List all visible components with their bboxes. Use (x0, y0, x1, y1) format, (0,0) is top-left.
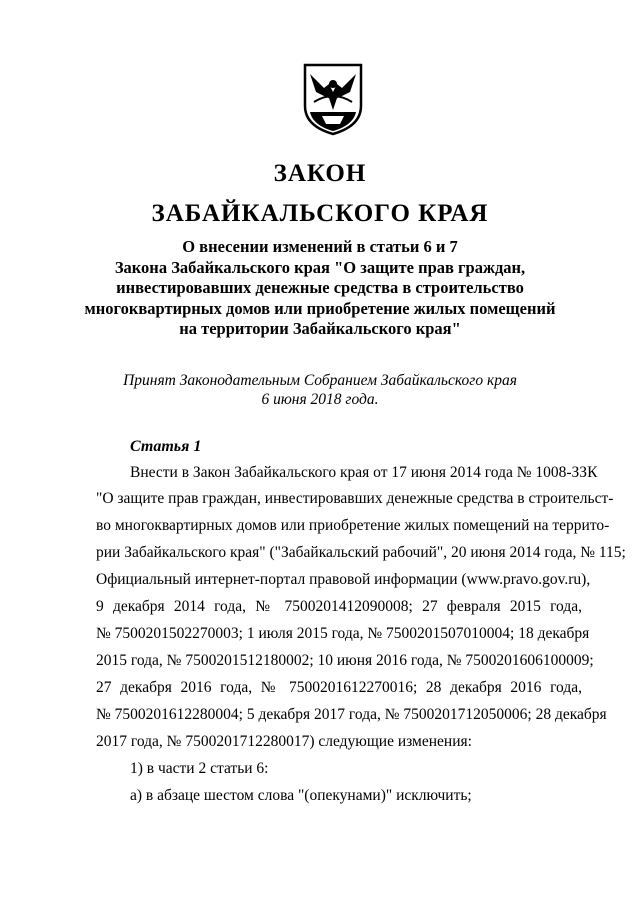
law-subtitle (60, 237, 580, 340)
coat-of-arms-icon (302, 62, 364, 136)
subtitle-line: на территории Забайкальского края" (179, 319, 461, 338)
subtitle-line: многоквартирных домов или приобретение жилых помещений (84, 298, 556, 318)
body-line: Внести в Закон Забайкальского края от 17 июня 2014 года № 1008-ЗЗК (130, 464, 598, 481)
law-title: ЗАКОН (273, 160, 367, 187)
adoption-date: 6 июня 2018 года. (261, 391, 379, 408)
adoption-line: Принят Законодательным Собранием Забайкальского края (123, 372, 517, 389)
subtitle-line: Закона Забайкальского края "О защите прав граждан, (114, 257, 526, 277)
body-line: № 7500201612280004; 5 декабря 2017 года, № 7500201712050006; 28 декабря (96, 706, 607, 723)
adoption-note (60, 371, 580, 409)
subtitle-line: инвестировавших денежные средства в строительство (116, 278, 524, 297)
list-item: 1) в части 2 статьи 6: (130, 760, 269, 777)
body-line: 9 декабря 2014 года, № 7500201412090008; 27 февраля 2015 года, (96, 598, 582, 615)
body-line: рии Забайкальского края" ("Забайкальский рабочий", 20 июня 2014 года, № 115; (96, 544, 626, 561)
list-item: а) в абзаце шестом слова "(опекунами)" исключить; (130, 787, 472, 804)
body-line: 27 декабря 2016 года, № 7500201612270016; 28 декабря 2016 года, (96, 679, 582, 696)
body-line: во многоквартирных домов или приобретение жилых помещений на террито- (96, 517, 610, 534)
article-heading: Статья 1 (130, 438, 202, 455)
body-line: Официальный интернет-портал правовой информации (www.pravo.gov.ru), (96, 571, 591, 588)
law-region-title: ЗАБАЙКАЛЬСКОГО КРАЯ (151, 200, 489, 227)
body-line: 2017 года, № 7500201712280017) следующие изменения: (96, 733, 472, 750)
body-line: № 7500201502270003; 1 июля 2015 года, № 7500201507010004; 18 декабря (96, 625, 590, 642)
body-line: "О защите прав граждан, инвестировавших денежные средства в строительст- (96, 490, 614, 507)
subtitle-line: О внесении изменений в статьи 6 и 7 (182, 237, 458, 256)
body-line: 2015 года, № 7500201512180002; 10 июня 2016 года, № 7500201606100009; (96, 652, 594, 669)
